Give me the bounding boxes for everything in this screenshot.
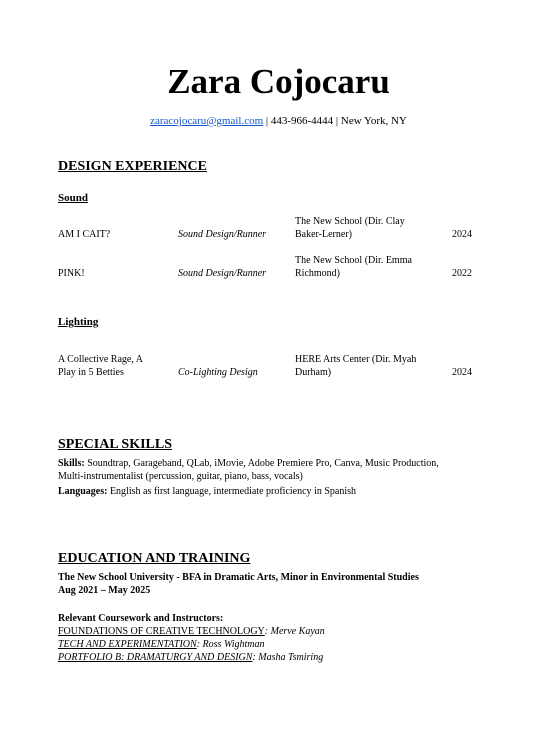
year: 2024 <box>452 367 472 378</box>
subsection-title-sound: Sound <box>58 192 88 204</box>
course-separator: : <box>252 652 259 663</box>
skills-paragraph <box>58 457 498 483</box>
venue-line-1: The New School (Dir. Clay <box>295 216 405 227</box>
subsection-title-lighting: Lighting <box>58 316 99 328</box>
show-title-line-1: A Collective Rage, A <box>58 354 143 365</box>
section-title-design-experience: DESIGN EXPERIENCE <box>58 159 207 174</box>
show-title: PINK! <box>58 268 85 279</box>
email-link[interactable]: zaracojocaru@gmail.com <box>150 115 264 127</box>
venue-line-1: The New School (Dir. Emma <box>295 255 412 266</box>
education-dates: Aug 2021 – May 2025 <box>58 585 151 596</box>
course-name: TECH AND EXPERIMENTATION <box>58 639 197 650</box>
languages-paragraph <box>58 485 498 498</box>
course-name: FOUNDATIONS OF CREATIVE TECHNOLOGY <box>58 626 265 637</box>
skills-list-line-2: Multi-instrumentalist (percussion, guitar, piano, bass, vocals) <box>58 471 303 482</box>
section-title-education: EDUCATION AND TRAINING <box>58 551 251 566</box>
phone: 443-966-4444 <box>270 115 334 127</box>
role: Co-Lighting Design <box>178 367 258 378</box>
contact-line <box>0 114 557 128</box>
coursework-label: Relevant Coursework and Instructors: <box>58 613 224 624</box>
role: Sound Design/Runner <box>178 268 267 279</box>
role: Sound Design/Runner <box>178 229 267 240</box>
course-separator: : <box>196 639 203 650</box>
location: New York, NY <box>340 115 407 127</box>
skills-list-line-1: Soundtrap, Garageband, QLab, iMovie, Adobe Premiere Pro, Canva, Music Production, <box>84 458 439 469</box>
venue-line-2: Baker-Lerner) <box>295 229 352 240</box>
show-title-line-2: Play in 5 Betties <box>58 367 124 378</box>
venue-line-2: Durham) <box>295 367 332 378</box>
course-instructor: Merve Kayan <box>270 626 325 637</box>
course-name: PORTFOLIO B: DRAMATURGY AND DESIGN <box>58 652 253 663</box>
course-instructor: Ross Wightman <box>202 639 265 650</box>
languages-label: Languages: <box>58 486 108 497</box>
show-title: AM I CAIT? <box>58 229 111 240</box>
venue-line-1: HERE Arts Center (Dir. Myah <box>295 354 417 365</box>
candidate-name: Zara Cojocaru <box>167 62 390 101</box>
course-separator: : <box>264 626 271 637</box>
separator: | <box>263 115 271 127</box>
section-title-special-skills: SPECIAL SKILLS <box>58 437 172 452</box>
course-item <box>58 651 498 664</box>
course-item <box>58 625 498 638</box>
year: 2024 <box>452 229 472 240</box>
course-item <box>58 638 498 651</box>
course-instructor: Masha Tsmiring <box>258 652 324 663</box>
languages-text: English as first language, intermediate proficiency in Spanish <box>107 486 356 497</box>
skills-label: Skills: <box>58 458 85 469</box>
year: 2022 <box>452 268 472 279</box>
separator: | <box>333 115 341 127</box>
venue-line-2: Richmond) <box>295 268 340 279</box>
school-degree: The New School University - BFA in Dramatic Arts, Minor in Environmental Studies <box>58 572 419 583</box>
